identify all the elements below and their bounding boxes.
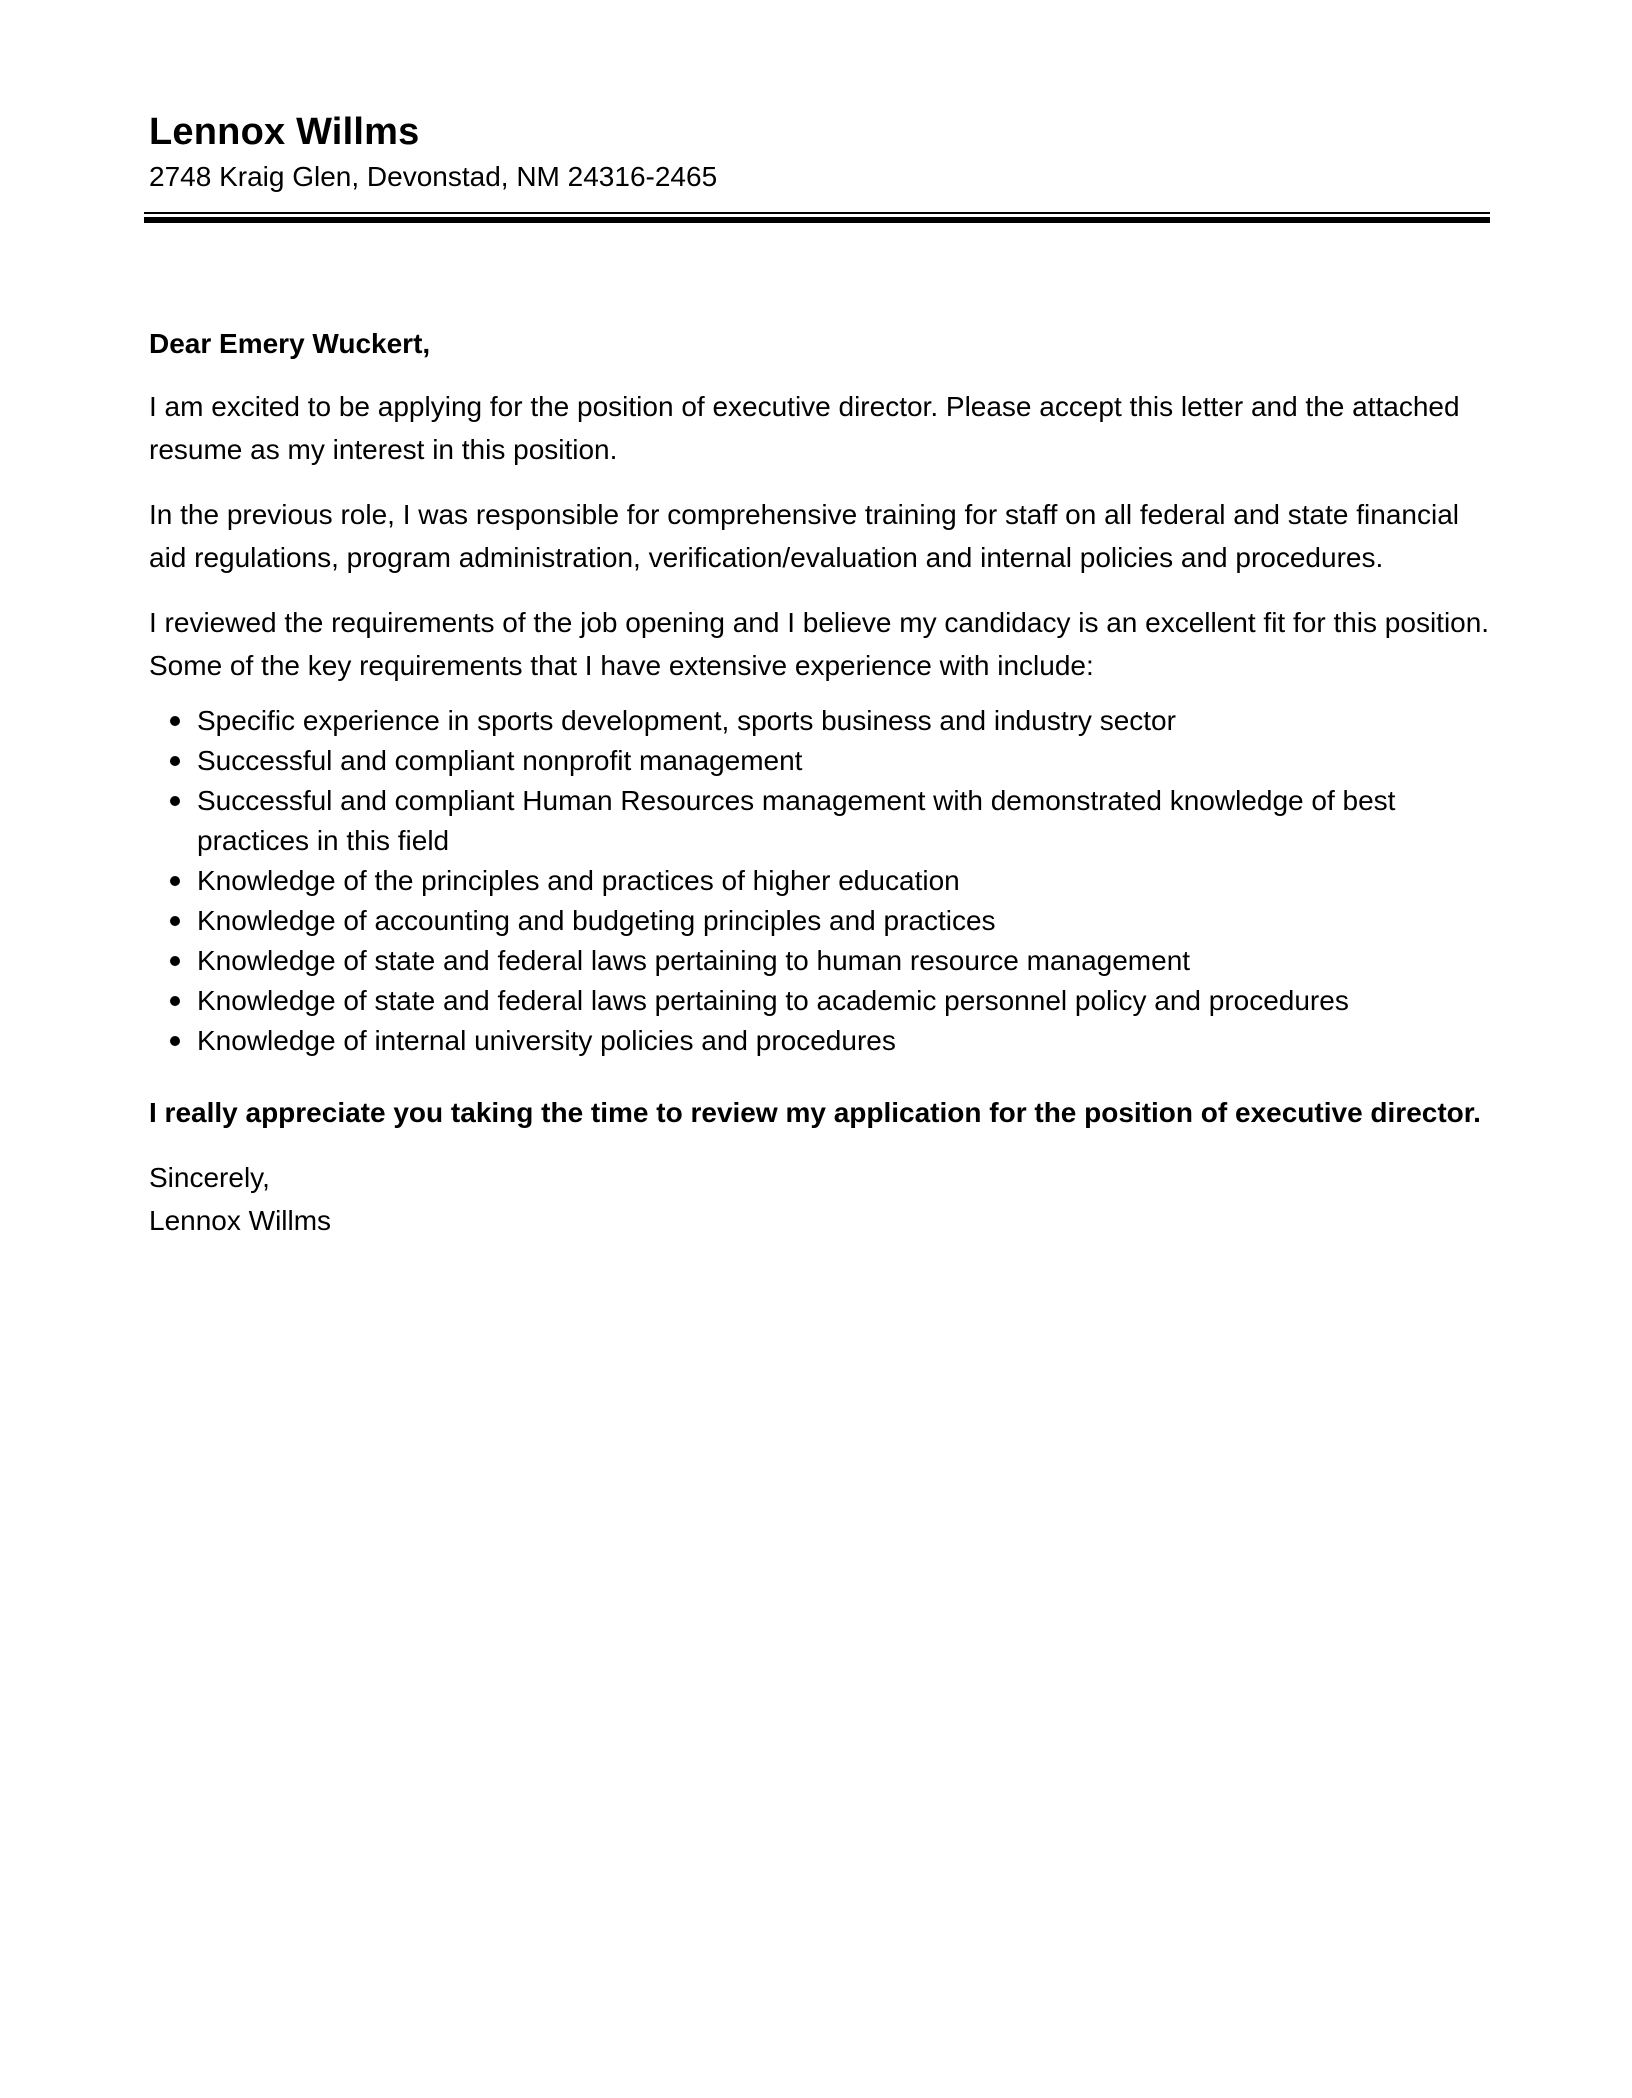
sender-name: Lennox Willms: [149, 111, 420, 153]
paragraph-intro: I am excited to be applying for the position of executive director. Please accept this letter and the attached resume as my interest in this position.: [149, 391, 1460, 465]
list-item: [149, 701, 1494, 741]
letter-body: [149, 322, 1494, 1242]
bullet-icon: [170, 956, 180, 966]
list-item-text: Knowledge of internal university policies and procedures: [197, 1025, 896, 1056]
list-item: [149, 1021, 1494, 1061]
letter-header: [149, 108, 1489, 196]
bullet-icon: [170, 996, 180, 1006]
paragraph-requirements: I reviewed the requirements of the job opening and I believe my candidacy is an excellent fit for this position. Some of the key requirements that I have extensive experience with include:: [149, 607, 1490, 681]
list-item: [149, 781, 1494, 861]
list-item: [149, 861, 1494, 901]
signature-name: Lennox Willms: [149, 1205, 332, 1236]
closing-line: I really appreciate you taking the time to review my application for the position of executive director.: [149, 1097, 1481, 1128]
header-divider-thick: [144, 217, 1490, 223]
bullet-icon: [170, 796, 180, 806]
paragraph-previous-role: In the previous role, I was responsible for comprehensive training for staff on all federal and state financial aid regulations, program administration, verification/evaluation and internal policies and procedures.: [149, 499, 1459, 573]
list-item-text: Knowledge of accounting and budgeting principles and practices: [197, 905, 996, 936]
bullet-icon: [170, 716, 180, 726]
signoff: Sincerely,: [149, 1162, 270, 1193]
list-item-text: Successful and compliant nonprofit management: [197, 745, 803, 776]
bullet-icon: [170, 876, 180, 886]
requirements-list: [149, 701, 1494, 1061]
bullet-icon: [170, 1036, 180, 1046]
list-item-text: Successful and compliant Human Resources management with demonstrated knowledge of best practices in this field: [197, 785, 1396, 856]
list-item: [149, 741, 1494, 781]
list-item: [149, 901, 1494, 941]
list-item-text: Knowledge of state and federal laws pertaining to human resource management: [197, 945, 1191, 976]
greeting: Dear Emery Wuckert,: [149, 328, 431, 359]
bullet-icon: [170, 916, 180, 926]
list-item-text: Knowledge of the principles and practices of higher education: [197, 865, 960, 896]
header-divider: [144, 212, 1490, 223]
list-item-text: Knowledge of state and federal laws pertaining to academic personnel policy and procedures: [197, 985, 1349, 1016]
list-item: [149, 941, 1494, 981]
header-divider-thin: [144, 212, 1490, 214]
bullet-icon: [170, 756, 180, 766]
list-item: [149, 981, 1494, 1021]
sender-address: 2748 Kraig Glen, Devonstad, NM 24316-2465: [149, 161, 718, 192]
list-item-text: Specific experience in sports development, sports business and industry sector: [197, 705, 1176, 736]
